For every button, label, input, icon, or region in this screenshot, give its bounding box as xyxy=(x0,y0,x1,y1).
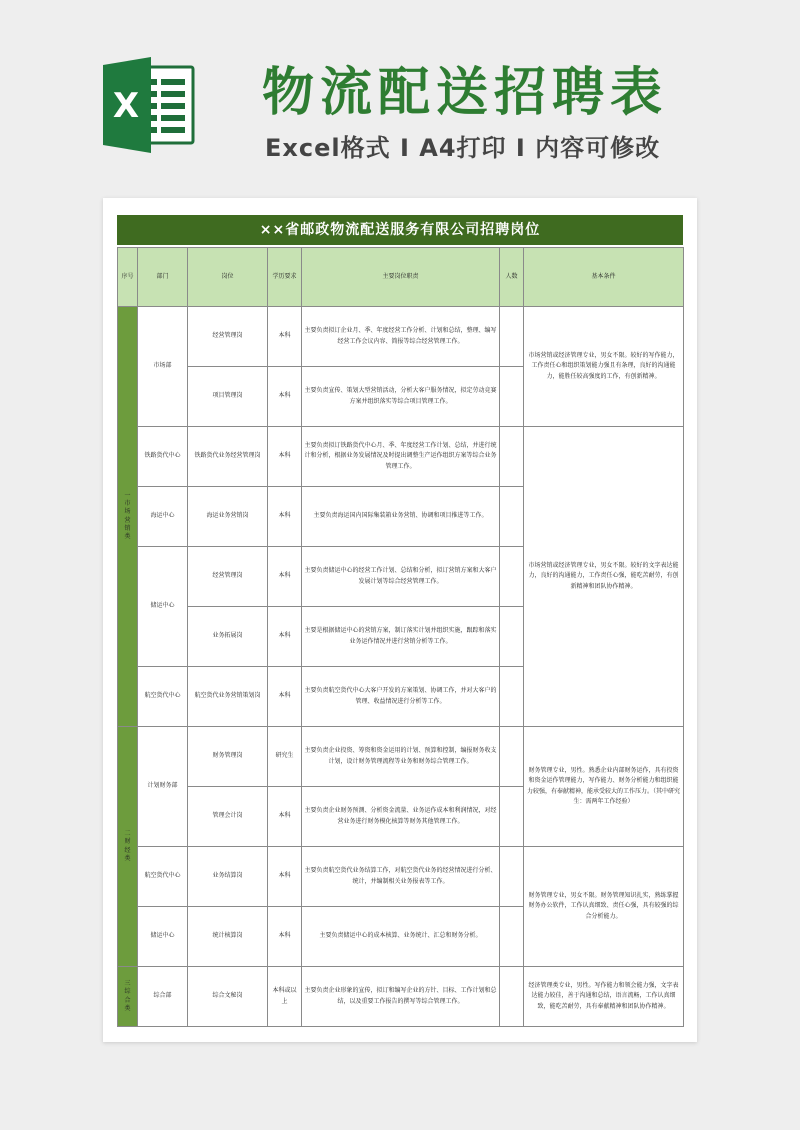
col-header: 部门 xyxy=(138,248,188,307)
table-banner: ××省邮政物流配送服务有限公司招聘岗位 xyxy=(117,215,683,245)
duty-cell: 主要负责储运中心的经营工作计划、总结和分析，拟订营销方案和大客户发展计划等综合经营管理工作。 xyxy=(302,547,500,607)
duty-cell: 主要负责海运国内国际集装箱业务营销、协调和项目推进等工作。 xyxy=(302,487,500,547)
col-header: 主要岗位职责 xyxy=(302,248,500,307)
dept-cell: 计划财务部 xyxy=(138,727,188,847)
post-cell: 业务拓展岗 xyxy=(188,607,268,667)
table-row xyxy=(118,727,684,787)
category-label: 三综合类 xyxy=(124,980,131,1012)
dept-cell: 铁路货代中心 xyxy=(138,427,188,487)
category-label: 一市场营销类 xyxy=(124,492,131,540)
edu-cell: 本科 xyxy=(268,487,302,547)
logo-letter: X xyxy=(112,86,140,126)
dept-cell: 海运中心 xyxy=(138,487,188,547)
post-cell: 铁路货代业务经营管理岗 xyxy=(188,427,268,487)
edu-cell: 本科 xyxy=(268,607,302,667)
duty-cell: 主要负责拟订企业月、季、年度经营工作分析、计划和总结，整理、编写经营工作会议内容、简报等综合经营管理工作。 xyxy=(302,307,500,367)
post-cell: 综合文秘岗 xyxy=(188,967,268,1027)
count-cell xyxy=(500,547,524,607)
post-cell: 经营管理岗 xyxy=(188,547,268,607)
category-cell xyxy=(118,967,138,1027)
table-row xyxy=(118,427,684,487)
dept-cell: 储运中心 xyxy=(138,547,188,667)
count-cell xyxy=(500,907,524,967)
duty-cell: 主要负责拟订铁路货代中心月、季、年度经营工作计划、总结，并进行统计和分析，根据业务发展情况及时提出调整生产运作组织方案等综合业务管理工作。 xyxy=(302,427,500,487)
count-cell xyxy=(500,427,524,487)
category-label: 二财经类 xyxy=(124,830,131,862)
table-row xyxy=(118,967,684,1027)
dept-cell: 综合部 xyxy=(138,967,188,1027)
table-row xyxy=(118,307,684,367)
count-cell xyxy=(500,667,524,727)
edu-cell: 本科 xyxy=(268,367,302,427)
duty-cell: 主要负责企业财务预测、分析资金流量、业务运作成本和利润情况，对经营业务进行财务模化核算等财务其他管理工作。 xyxy=(302,787,500,847)
edu-cell: 本科或以上 xyxy=(268,967,302,1027)
page-subtitle: Excel格式 I A4打印 I 内容可修改 xyxy=(265,134,661,162)
post-cell: 航空货代业务营销策划岗 xyxy=(188,667,268,727)
requirement-cell: 市场营销或经济管理专业，男女不限。较好的文字表达能力，良好的沟通能力，工作责任心强，能吃苦耐劳，有创新精神和团队协作精神。 xyxy=(524,427,684,727)
col-header: 学历要求 xyxy=(268,248,302,307)
edu-cell: 本科 xyxy=(268,547,302,607)
excel-icon xyxy=(103,57,195,153)
post-cell: 项目管理岗 xyxy=(188,367,268,427)
dept-cell: 航空货代中心 xyxy=(138,847,188,907)
col-header: 序号 xyxy=(118,248,138,307)
table-row xyxy=(118,847,684,907)
dept-cell: 储运中心 xyxy=(138,907,188,967)
duty-cell: 主要是根据储运中心的营销方案，制订落实计划并组织实施，跟踪和落实业务运作情况并进行营销分析等工作。 xyxy=(302,607,500,667)
requirement-cell: 财务管理专业，男性。熟悉企业内部财务运作，具有投资和资金运作管理能力，写作能力、财务分析能力和组织能力较强，有奉献精神，能承受较大的工作压力。（其中研究生：需两年工作经验） xyxy=(524,727,684,847)
duty-cell: 主要负责储运中心的成本核算、业务统计、汇总和财务分析。 xyxy=(302,907,500,967)
count-cell xyxy=(500,307,524,367)
category-cell xyxy=(118,307,138,727)
edu-cell: 本科 xyxy=(268,307,302,367)
dept-cell: 航空货代中心 xyxy=(138,667,188,727)
requirement-cell: 市场营销或经济管理专业，男女不限。较好的写作能力，工作责任心和组织策划能力强且有条理，良好的沟通能力，能胜任较高强度的工作，有创新精神。 xyxy=(524,307,684,427)
edu-cell: 本科 xyxy=(268,847,302,907)
count-cell xyxy=(500,607,524,667)
col-header: 基本条件 xyxy=(524,248,684,307)
post-cell: 统计核算岗 xyxy=(188,907,268,967)
duty-cell: 主要负责宣传、策划大型营销活动，分析大客户服务情况，拟定劳动竞赛方案并组织落实等综合项目管理工作。 xyxy=(302,367,500,427)
count-cell xyxy=(500,487,524,547)
category-cell xyxy=(118,727,138,967)
count-cell xyxy=(500,367,524,427)
edu-cell: 本科 xyxy=(268,907,302,967)
post-cell: 经营管理岗 xyxy=(188,307,268,367)
recruitment-table xyxy=(117,247,684,1027)
count-cell xyxy=(500,787,524,847)
post-cell: 业务结算岗 xyxy=(188,847,268,907)
count-cell xyxy=(500,967,524,1027)
page-title: 物流配送招聘表 xyxy=(262,63,669,123)
count-cell xyxy=(500,847,524,907)
edu-cell: 研究生 xyxy=(268,727,302,787)
duty-cell: 主要负责企业投资、筹资和资金运用的计划、预算和控制，编报财务收支计划，设计财务管理流程等业务和财务综合管理工作。 xyxy=(302,727,500,787)
dept-cell: 市场部 xyxy=(138,307,188,427)
col-header: 人数 xyxy=(500,248,524,307)
post-cell: 海运业务营销岗 xyxy=(188,487,268,547)
requirement-cell: 经济管理类专业，男性。写作能力和领会能力强，文字表达能力较佳，善于沟通和总结，语言流畅，工作认真细致，能吃苦耐劳，具有奉献精神和团队协作精神。 xyxy=(524,967,684,1027)
duty-cell: 主要负责航空货代业务结算工作，对航空货代业务的经营情况进行分析、统计，并编制相关业务报表等工作。 xyxy=(302,847,500,907)
duty-cell: 主要负责企业形象的宣传，拟订和编写企业的方针、目标、工作计划和总结，以及重要工作报告的撰写等综合管理工作。 xyxy=(302,967,500,1027)
header-row xyxy=(118,248,684,307)
edu-cell: 本科 xyxy=(268,427,302,487)
edu-cell: 本科 xyxy=(268,667,302,727)
count-cell xyxy=(500,727,524,787)
post-cell: 管理会计岗 xyxy=(188,787,268,847)
duty-cell: 主要负责航空货代中心大客户开发的方案策划、协调工作，并对大客户的管理、收益情况进行分析等工作。 xyxy=(302,667,500,727)
edu-cell: 本科 xyxy=(268,787,302,847)
post-cell: 财务管理岗 xyxy=(188,727,268,787)
requirement-cell: 财务管理专业，男女不限。财务管理知识扎实，熟练掌握财务办公软件，工作认真细致、责任心强，具有较强的综合分析能力。 xyxy=(524,847,684,967)
col-header: 岗位 xyxy=(188,248,268,307)
